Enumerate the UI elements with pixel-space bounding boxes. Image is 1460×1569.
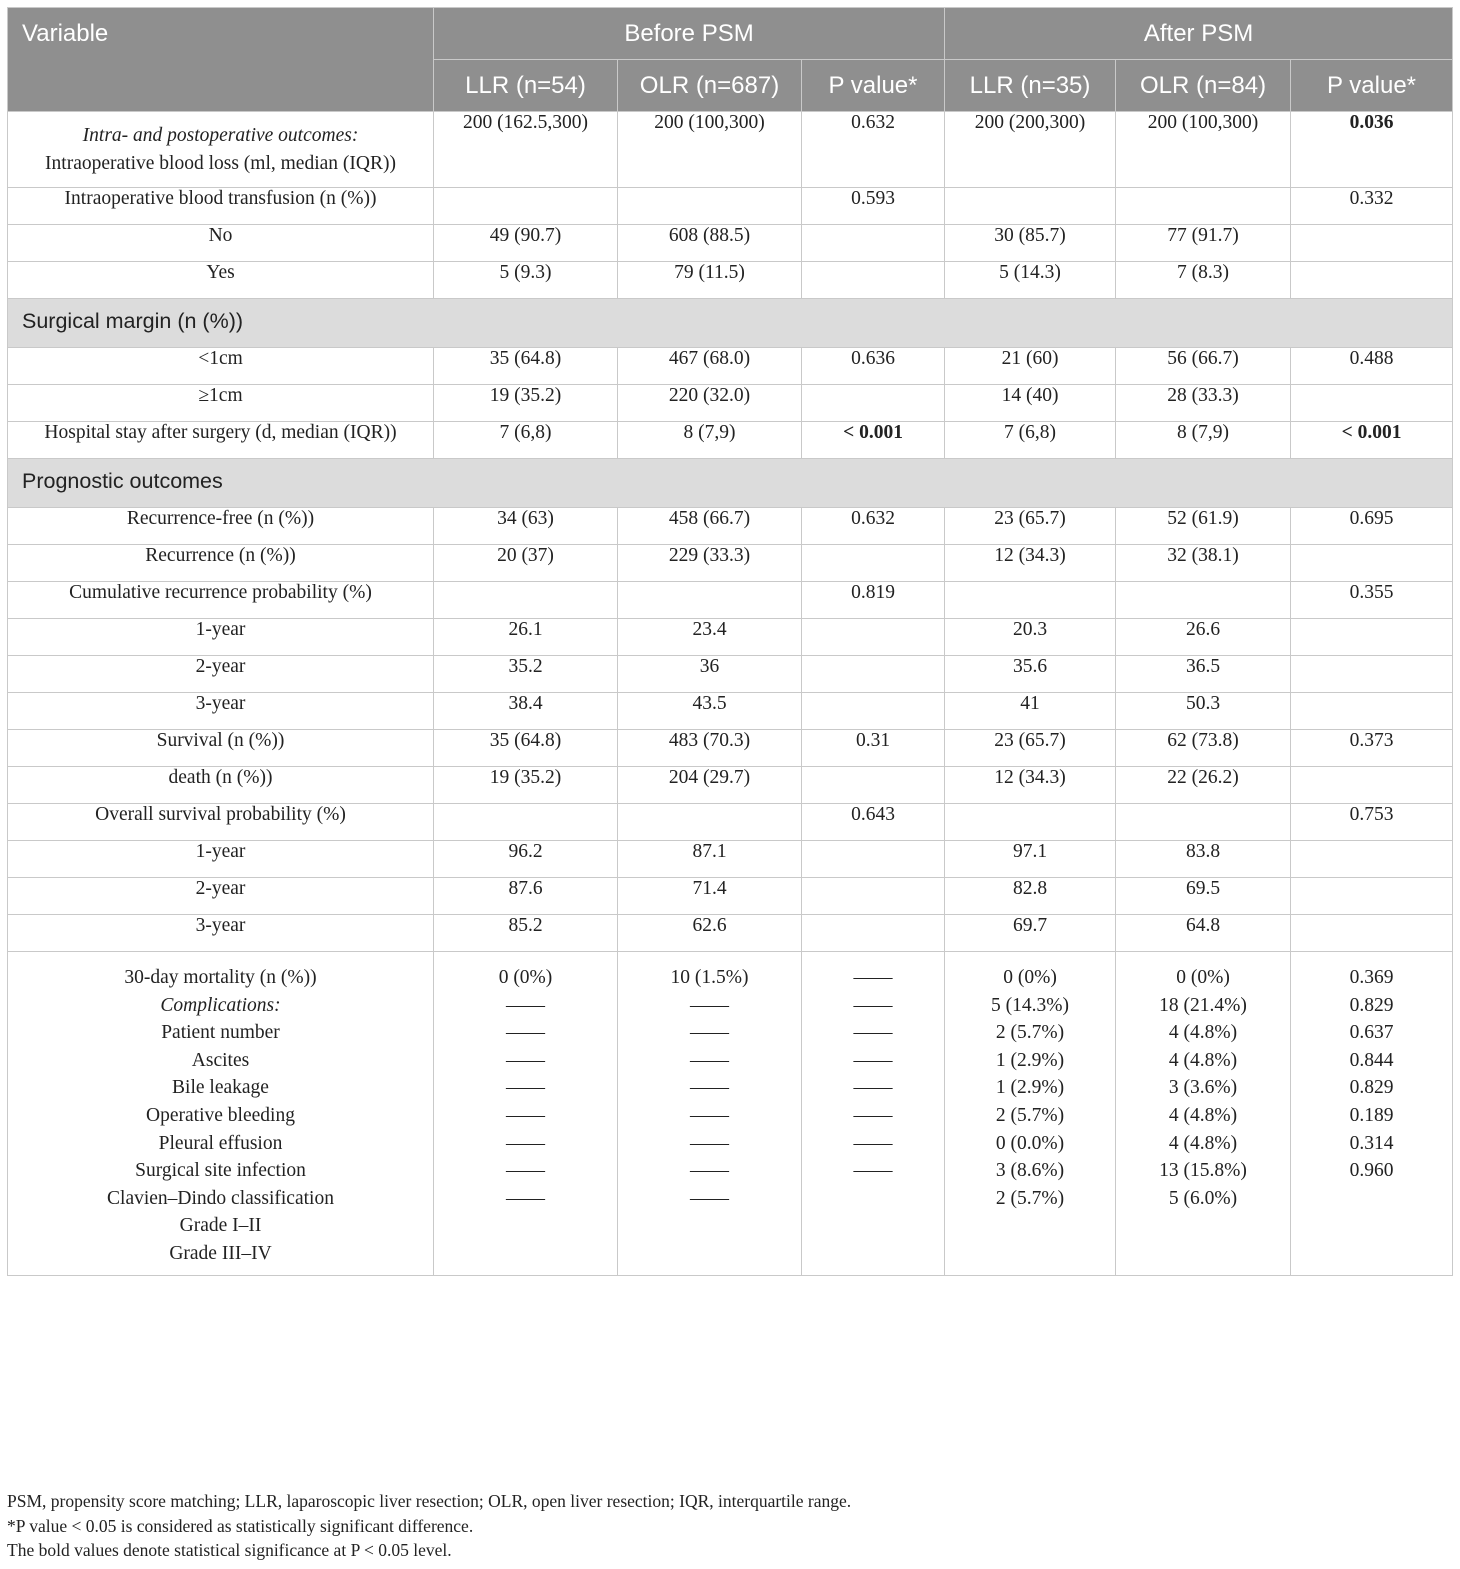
cell: —— — [853, 1104, 893, 1126]
label-clavien-dindo: Clavien–Dindo classification — [107, 1187, 334, 1209]
cell: 5 (9.3) — [434, 262, 618, 299]
cell: 35.2 — [434, 656, 618, 693]
row-survival-2-year — [8, 878, 1453, 915]
cell: 19 (35.2) — [434, 385, 618, 422]
cell: 0 (0%) — [1176, 967, 1230, 988]
row-label — [8, 112, 434, 188]
row-label: Survival (n (%)) — [8, 730, 434, 767]
cell: 0.960 — [1349, 1160, 1394, 1182]
cell: —— — [853, 994, 893, 1016]
cell: 0 (0%) — [498, 967, 553, 988]
cell — [1291, 878, 1453, 915]
row-hospital-stay — [8, 422, 1453, 459]
cell: 38.4 — [434, 693, 618, 730]
cell: 35 (64.8) — [434, 348, 618, 385]
label-stack — [8, 952, 434, 1276]
cell: 36 — [618, 656, 802, 693]
section-title-prognostic: Prognostic outcomes — [8, 459, 1453, 508]
cell: 2 (5.7%) — [995, 1104, 1065, 1126]
cell: 20 (37) — [434, 545, 618, 582]
row-label: death (n (%)) — [8, 767, 434, 804]
cell: 0.844 — [1349, 1049, 1394, 1071]
cell — [434, 582, 618, 619]
cell: —— — [506, 1104, 545, 1126]
cell — [802, 619, 945, 656]
cell — [434, 188, 618, 225]
row-margin-lt1cm — [8, 348, 1453, 385]
cell — [1291, 841, 1453, 878]
label-30-day-mortality: 30-day mortality (n (%)) — [124, 967, 317, 988]
row-label: Hospital stay after surgery (d, median (IQR)) — [8, 422, 434, 459]
cell: —— — [506, 1132, 545, 1154]
cell — [1116, 804, 1291, 841]
cell: 96.2 — [434, 841, 618, 878]
cell: 14 (40) — [945, 385, 1116, 422]
cell: —— — [690, 1132, 729, 1154]
row-margin-ge1cm — [8, 385, 1453, 422]
cell: 7 (6,8) — [434, 422, 618, 459]
cell: —— — [690, 1104, 729, 1126]
cell: —— — [506, 1049, 545, 1071]
cell: 200 (200,300) — [945, 112, 1116, 188]
section-row-surgical-margin — [8, 299, 1453, 348]
row-transfusion-yes — [8, 262, 1453, 299]
p-after-stack — [1291, 952, 1453, 1276]
results-table-container — [7, 7, 1452, 1276]
header-p-before: P value* — [802, 60, 945, 112]
cell: 0.593 — [802, 188, 945, 225]
cell: 26.1 — [434, 619, 618, 656]
cell: 200 (100,300) — [1116, 112, 1291, 188]
cell: 49 (90.7) — [434, 225, 618, 262]
cell: 85.2 — [434, 915, 618, 952]
cell: —— — [506, 1022, 545, 1044]
cell: 5 (14.3%) — [991, 994, 1070, 1016]
cell: 0.829 — [1349, 1077, 1394, 1099]
label-operative-bleeding: Operative bleeding — [146, 1104, 295, 1126]
row-recurrence-1-year — [8, 619, 1453, 656]
cell — [802, 225, 945, 262]
label-complications: Complications: — [160, 994, 281, 1016]
cell: 0.314 — [1349, 1132, 1394, 1154]
label-surgical-site-infection: Surgical site infection — [135, 1160, 306, 1182]
cell: 4 (4.8%) — [1168, 1104, 1238, 1126]
cell-significant: < 0.001 — [802, 422, 945, 459]
cell: —— — [853, 1077, 893, 1099]
cell: 2 (5.7%) — [995, 1187, 1065, 1209]
row-label: Recurrence (n (%)) — [8, 545, 434, 582]
cell: 0.373 — [1291, 730, 1453, 767]
label-patient-number: Patient number — [161, 1022, 280, 1044]
row-label: No — [8, 225, 434, 262]
cell: —— — [690, 994, 729, 1016]
cell: 18 (21.4%) — [1159, 994, 1247, 1016]
row-cumulative-recurrence — [8, 582, 1453, 619]
row-label: 3-year — [8, 915, 434, 952]
row-blood-loss — [8, 112, 1453, 188]
cell: 0.753 — [1291, 804, 1453, 841]
cell: —— — [853, 1160, 893, 1182]
cell: —— — [506, 1160, 545, 1182]
row-survival-1-year — [8, 841, 1453, 878]
label-grade-1-2: Grade I–II — [179, 1215, 262, 1237]
footnote-bold-values: The bold values denote statistical significance at P < 0.05 level. — [7, 1540, 452, 1560]
p-before-stack — [802, 952, 945, 1276]
cell: 50.3 — [1116, 693, 1291, 730]
row-mortality-complications — [8, 952, 1453, 1276]
cell — [618, 188, 802, 225]
cell: 3 (8.6%) — [995, 1160, 1065, 1182]
cell: —— — [853, 1049, 893, 1071]
cell — [1291, 656, 1453, 693]
cell — [802, 693, 945, 730]
llr-after-stack — [945, 952, 1116, 1276]
cell: 2 (5.7%) — [995, 1022, 1065, 1044]
cell: 0.819 — [802, 582, 945, 619]
cell: 62.6 — [618, 915, 802, 952]
cell: 12 (34.3) — [945, 767, 1116, 804]
cell: 0.829 — [1349, 994, 1394, 1016]
olr-after-stack — [1116, 952, 1291, 1276]
cell: 1 (2.9%) — [995, 1049, 1065, 1071]
cell: 204 (29.7) — [618, 767, 802, 804]
cell: 30 (85.7) — [945, 225, 1116, 262]
cell: —— — [853, 1132, 893, 1154]
cell: 1 (2.9%) — [995, 1077, 1065, 1099]
cell — [1291, 385, 1453, 422]
header-olr-after: OLR (n=84) — [1116, 60, 1291, 112]
cell: 23 (65.7) — [945, 508, 1116, 545]
cell — [802, 545, 945, 582]
table-header — [8, 8, 1453, 112]
cell: —— — [506, 1077, 545, 1099]
cell: 97.1 — [945, 841, 1116, 878]
cell — [1291, 767, 1453, 804]
row-transfusion-no — [8, 225, 1453, 262]
cell: 41 — [945, 693, 1116, 730]
cell — [802, 262, 945, 299]
cell: 79 (11.5) — [618, 262, 802, 299]
cell: —— — [690, 1049, 729, 1071]
cell — [802, 656, 945, 693]
label-grade-3-4: Grade III–IV — [169, 1242, 272, 1264]
cell: —— — [506, 1187, 545, 1209]
cell: 26.6 — [1116, 619, 1291, 656]
row-label: 2-year — [8, 878, 434, 915]
cell: —— — [690, 1022, 729, 1044]
cell: —— — [690, 1187, 729, 1209]
cell: 458 (66.7) — [618, 508, 802, 545]
cell: 62 (73.8) — [1116, 730, 1291, 767]
cell — [945, 804, 1116, 841]
cell: 200 (162.5,300) — [434, 112, 618, 188]
row-recurrence-3-year — [8, 693, 1453, 730]
cell: —— — [690, 1077, 729, 1099]
cell: 82.8 — [945, 878, 1116, 915]
cell — [1291, 545, 1453, 582]
row-recurrence-2-year — [8, 656, 1453, 693]
cell: 10 (1.5%) — [670, 967, 749, 988]
results-table — [7, 7, 1453, 1276]
row-label: Cumulative recurrence probability (%) — [8, 582, 434, 619]
cell — [802, 385, 945, 422]
cell: 0 (0%) — [1003, 967, 1057, 988]
cell: 0.643 — [802, 804, 945, 841]
cell: —— — [506, 994, 545, 1016]
cell: 0.695 — [1291, 508, 1453, 545]
cell: 87.6 — [434, 878, 618, 915]
cell: 0.369 — [1349, 967, 1394, 988]
section-title-surgical-margin: Surgical margin (n (%)) — [8, 299, 1453, 348]
label-bile-leakage: Bile leakage — [172, 1077, 269, 1099]
cell: 0.355 — [1291, 582, 1453, 619]
cell: 5 (6.0%) — [1168, 1187, 1238, 1209]
cell: 13 (15.8%) — [1159, 1160, 1247, 1182]
row-label: 3-year — [8, 693, 434, 730]
cell: —— — [690, 1160, 729, 1182]
cell: 35 (64.8) — [434, 730, 618, 767]
cell — [1116, 582, 1291, 619]
cell: —— — [853, 967, 893, 988]
cell — [1291, 262, 1453, 299]
cell: 20.3 — [945, 619, 1116, 656]
header-after-psm: After PSM — [945, 8, 1453, 60]
cell — [945, 188, 1116, 225]
cell: 3 (3.6%) — [1168, 1077, 1238, 1099]
header-llr-before: LLR (n=54) — [434, 60, 618, 112]
section-title-intra: Intra- and postoperative outcomes: — [82, 125, 359, 146]
footnote-abbreviations: PSM, propensity score matching; LLR, laparoscopic liver resection; OLR, open liver resection; IQR, interquartile range. — [7, 1491, 852, 1511]
row-label: 1-year — [8, 841, 434, 878]
row-overall-survival — [8, 804, 1453, 841]
cell — [1116, 188, 1291, 225]
cell: 71.4 — [618, 878, 802, 915]
cell: 36.5 — [1116, 656, 1291, 693]
row-survival-3-year — [8, 915, 1453, 952]
header-olr-before: OLR (n=687) — [618, 60, 802, 112]
cell: 0.637 — [1349, 1022, 1394, 1044]
cell — [1291, 915, 1453, 952]
cell: 220 (32.0) — [618, 385, 802, 422]
row-label: <1cm — [8, 348, 434, 385]
cell: 69.5 — [1116, 878, 1291, 915]
cell: —— — [853, 1022, 893, 1044]
cell — [945, 582, 1116, 619]
header-p-after: P value* — [1291, 60, 1453, 112]
cell: 0.189 — [1349, 1104, 1394, 1126]
row-recurrence-free — [8, 508, 1453, 545]
cell: 229 (33.3) — [618, 545, 802, 582]
cell: 5 (14.3) — [945, 262, 1116, 299]
row-death — [8, 767, 1453, 804]
cell: 69.7 — [945, 915, 1116, 952]
table-footnotes — [7, 1489, 851, 1563]
cell — [434, 804, 618, 841]
cell: 43.5 — [618, 693, 802, 730]
cell: 87.1 — [618, 841, 802, 878]
cell: 56 (66.7) — [1116, 348, 1291, 385]
cell: 4 (4.8%) — [1168, 1049, 1238, 1071]
cell: 0.332 — [1291, 188, 1453, 225]
cell — [802, 915, 945, 952]
cell: 23 (65.7) — [945, 730, 1116, 767]
cell: 64.8 — [1116, 915, 1291, 952]
llr-before-stack — [434, 952, 618, 1276]
footnote-p-value: *P value < 0.05 is considered as statistically significant difference. — [7, 1515, 474, 1536]
cell: 200 (100,300) — [618, 112, 802, 188]
row-label: Recurrence-free (n (%)) — [8, 508, 434, 545]
row-transfusion — [8, 188, 1453, 225]
row-label: Overall survival probability (%) — [8, 804, 434, 841]
label-blood-loss: Intraoperative blood loss (ml, median (IQR)) — [45, 153, 396, 174]
cell: 8 (7,9) — [1116, 422, 1291, 459]
cell: 4 (4.8%) — [1168, 1022, 1238, 1044]
cell — [802, 878, 945, 915]
cell-significant: < 0.001 — [1291, 422, 1453, 459]
cell: 19 (35.2) — [434, 767, 618, 804]
cell — [1291, 693, 1453, 730]
row-recurrence — [8, 545, 1453, 582]
cell — [802, 841, 945, 878]
cell: 52 (61.9) — [1116, 508, 1291, 545]
row-label: 1-year — [8, 619, 434, 656]
cell — [618, 582, 802, 619]
row-survival — [8, 730, 1453, 767]
label-pleural-effusion: Pleural effusion — [158, 1132, 283, 1154]
cell: 28 (33.3) — [1116, 385, 1291, 422]
cell: 0.636 — [802, 348, 945, 385]
cell: 35.6 — [945, 656, 1116, 693]
cell: 32 (38.1) — [1116, 545, 1291, 582]
row-label: Intraoperative blood transfusion (n (%)) — [8, 188, 434, 225]
cell: 83.8 — [1116, 841, 1291, 878]
row-label: ≥1cm — [8, 385, 434, 422]
cell: 0.632 — [802, 112, 945, 188]
cell — [1291, 225, 1453, 262]
cell: 4 (4.8%) — [1168, 1132, 1238, 1154]
cell: 8 (7,9) — [618, 422, 802, 459]
cell: 467 (68.0) — [618, 348, 802, 385]
cell — [618, 804, 802, 841]
label-ascites: Ascites — [191, 1049, 250, 1071]
header-variable: Variable — [8, 8, 434, 112]
cell: 0.632 — [802, 508, 945, 545]
cell-significant: 0.036 — [1291, 112, 1453, 188]
row-label: 2-year — [8, 656, 434, 693]
row-label: Yes — [8, 262, 434, 299]
cell: 483 (70.3) — [618, 730, 802, 767]
cell: 22 (26.2) — [1116, 767, 1291, 804]
cell: 23.4 — [618, 619, 802, 656]
header-llr-after: LLR (n=35) — [945, 60, 1116, 112]
cell — [1291, 619, 1453, 656]
cell: 7 (8.3) — [1116, 262, 1291, 299]
cell: 0.31 — [802, 730, 945, 767]
cell: 608 (88.5) — [618, 225, 802, 262]
cell: 0.488 — [1291, 348, 1453, 385]
cell: 0 (0.0%) — [995, 1132, 1065, 1154]
cell: 21 (60) — [945, 348, 1116, 385]
cell — [802, 767, 945, 804]
cell: 12 (34.3) — [945, 545, 1116, 582]
cell: 7 (6,8) — [945, 422, 1116, 459]
cell: 34 (63) — [434, 508, 618, 545]
cell: 77 (91.7) — [1116, 225, 1291, 262]
olr-before-stack — [618, 952, 802, 1276]
section-row-prognostic — [8, 459, 1453, 508]
header-before-psm: Before PSM — [434, 8, 945, 60]
